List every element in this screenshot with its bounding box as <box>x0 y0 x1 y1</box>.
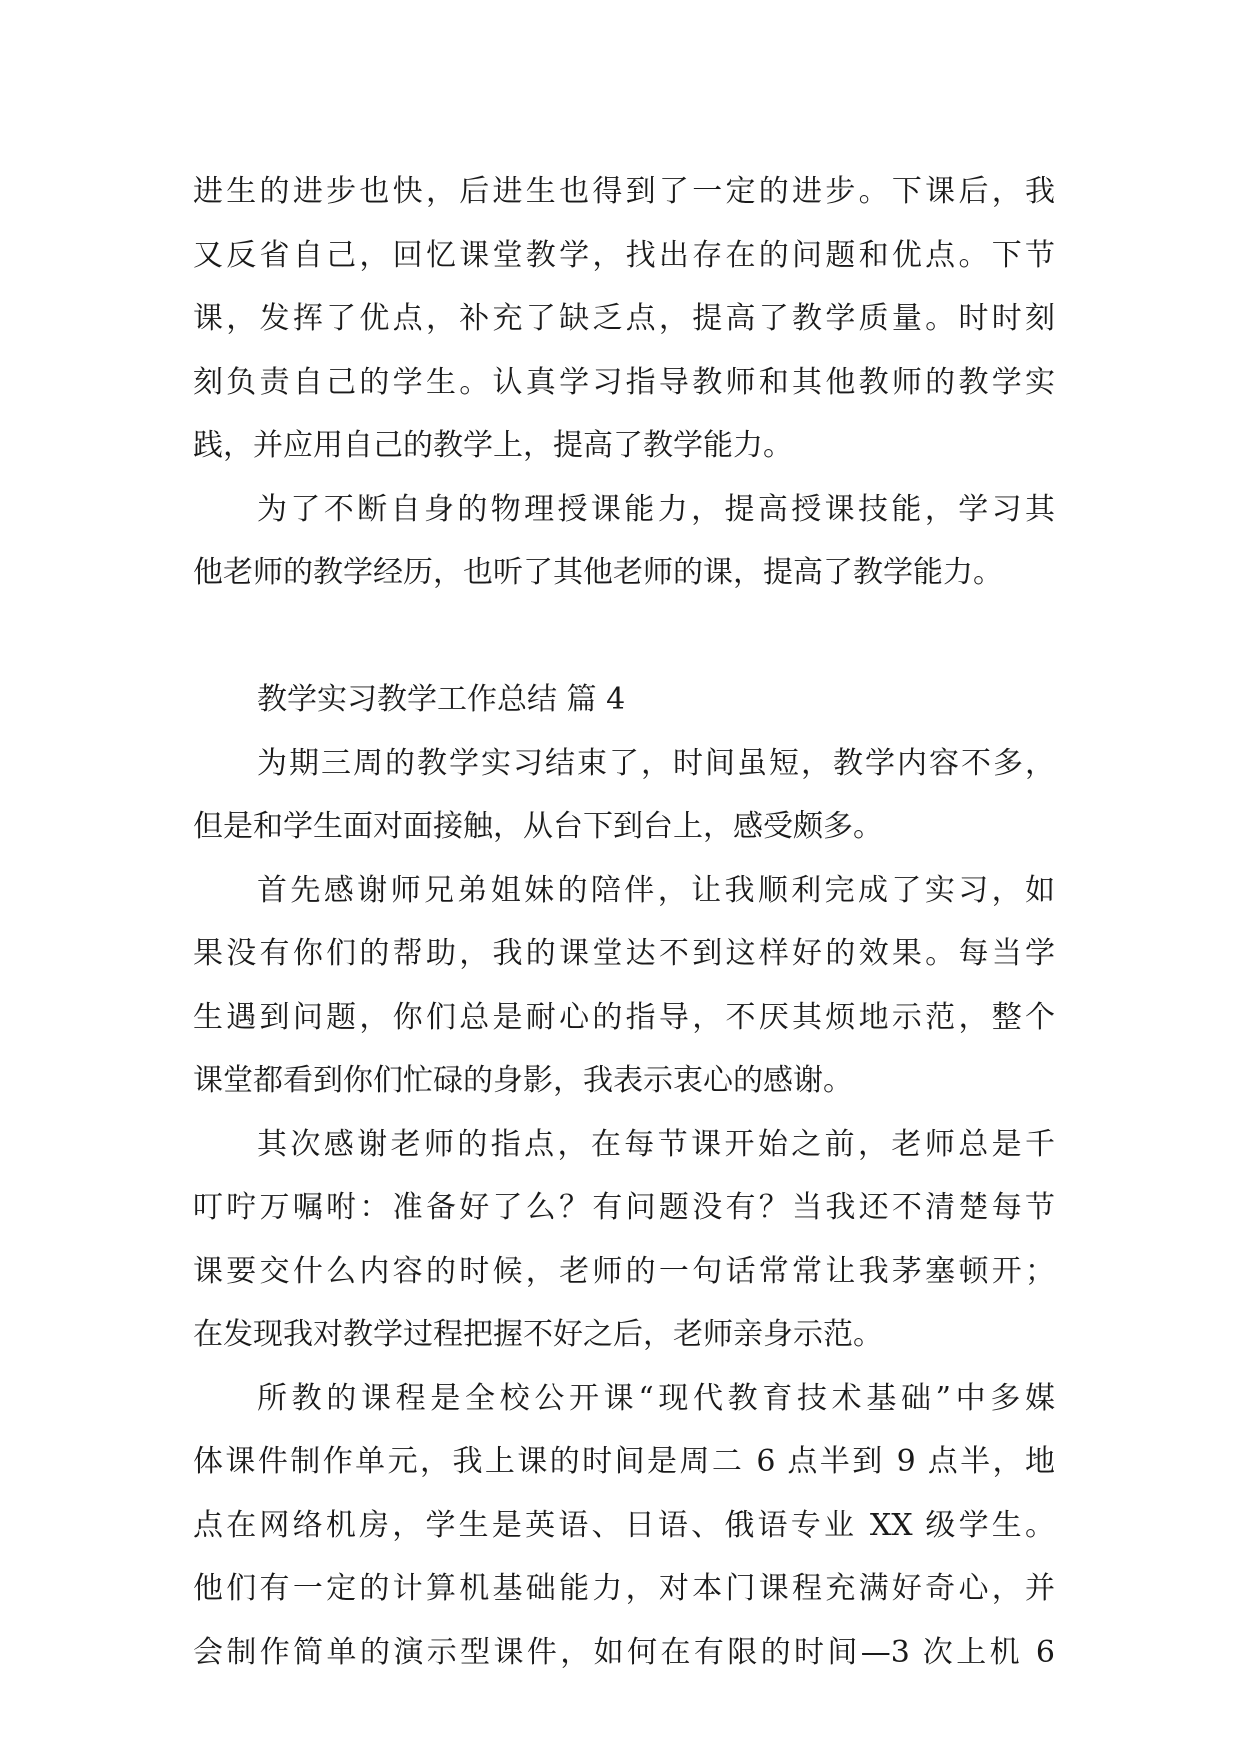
text-line: 进生的进步也快，后进生也得到了一定的进步。下课后，我 <box>193 174 1055 209</box>
text-line: 在发现我对教学过程把握不好之后，老师亲身示范。 <box>193 1317 883 1352</box>
text-line: 课要交什么内容的时候，老师的一句话常常让我茅塞顿开； <box>193 1253 1055 1289</box>
text-line: 又反省自己，回忆课堂教学，找出存在的问题和优点。下节 <box>193 237 1055 273</box>
text-line: 体课件制作单元，我上课的时间是周二 6 点半到 9 点半，地 <box>193 1444 1055 1479</box>
text-line: 叮咛万嘱咐：准备好了么？有问题没有？当我还不清楚每节 <box>193 1190 1055 1225</box>
paragraph-gap <box>193 605 1055 669</box>
text-line: 点在网络机房，学生是英语、日语、俄语专业 XX 级学生。 <box>193 1507 1055 1543</box>
section-heading: 教学实习教学工作总结 篇 4 <box>257 682 626 717</box>
text-line: 生遇到问题，你们总是耐心的指导，不厌其烦地示范，整个 <box>193 999 1055 1035</box>
text-line: 课堂都看到你们忙碌的身影，我表示衷心的感谢。 <box>193 1063 853 1098</box>
text-line: 课，发挥了优点，补充了缺乏点，提高了教学质量。时时刻 <box>193 301 1055 336</box>
text-line: 其次感谢老师的指点，在每节课开始之前，老师总是千 <box>257 1126 1055 1162</box>
text-line: 他们有一定的计算机基础能力，对本门课程充满好奇心，并 <box>193 1571 1055 1606</box>
text-line: 果没有你们的帮助，我的课堂达不到这样好的效果。每当学 <box>193 936 1055 971</box>
text-line: 但是和学生面对面接触，从台下到台上，感受颇多。 <box>193 809 883 844</box>
text-line: 首先感谢师兄弟姐妹的陪伴，让我顺利完成了实习，如 <box>257 872 1055 908</box>
text-line: 会制作简单的演示型课件，如何在有限的时间—3 次上机 6 <box>193 1634 1055 1670</box>
text-line: 刻负责自己的学生。认真学习指导教师和其他教师的教学实 <box>193 364 1055 400</box>
text-line: 为期三周的教学实习结束了，时间虽短，教学内容不多， <box>257 745 1055 781</box>
text-line: 践，并应用自己的教学上，提高了教学能力。 <box>193 428 793 463</box>
text-line: 为了不断自身的物理授课能力，提高授课技能，学习其 <box>257 491 1055 527</box>
text-line: 所教的课程是全校公开课“现代教育技术基础”中多媒 <box>257 1380 1055 1416</box>
text-line: 他老师的教学经历，也听了其他老师的课，提高了教学能力。 <box>193 555 1003 590</box>
document-body <box>193 160 1055 1684</box>
